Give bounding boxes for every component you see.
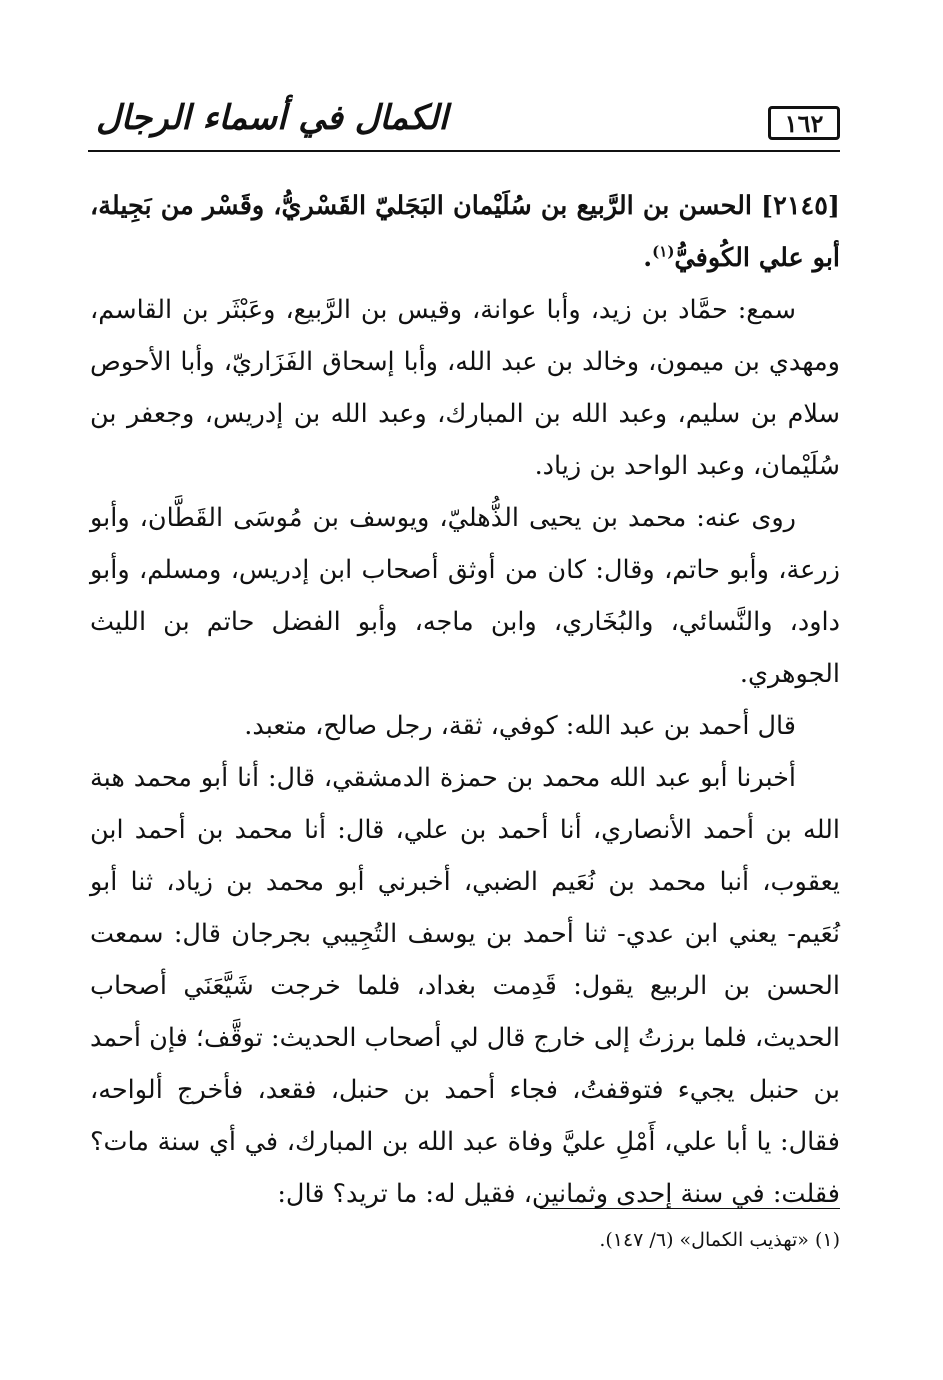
header-rule	[88, 150, 840, 152]
paragraph-ahmad-statement: قال أحمد بن عبد الله: كوفي، ثقة، رجل صالح، متعبد.	[244, 711, 796, 741]
main-text	[90, 180, 840, 1220]
entry-heading-text: [٢١٤٥] الحسن بن الرَّبيع بن سُلَيْمان البَجَليّ القَسْريُّ، وقَسْر من بَجِيلة، أبو علي الكُوفيُّ	[90, 191, 840, 273]
entry-heading	[90, 180, 840, 284]
paragraph-narrated-from-him: روى عنه: محمد بن يحيى الذُّهليّ، ويوسف بن مُوسَى القَطَّان، وأبو زرعة، وأبو حاتم، وقال: كان من أوثق أصحاب ابن إدريس، ومسلم، وأبو داود، والنَّسائي، والبُخَاري، وابن ماجه، وأبو الفضل حاتم بن الليث الجوهري.	[90, 503, 840, 689]
paragraph-heard-from: سمع: حمَّاد بن زيد، وأبا عوانة، وقيس بن الرَّبيع، وعَبْثَر بن القاسم، ومهدي بن ميمون، وخالد بن عبد الله، وأبا إسحاق الفَزَاريّ، وأبا الأحوص سلام بن سليم، وعبد الله بن المبارك، وعبد الله بن إدريس، وجعفر بن سُلَيْمان، وعبد الواحد بن زياد.	[90, 295, 840, 481]
footnote-ref: (١)	[652, 242, 675, 261]
paragraph-isnad-narration: أخبرنا أبو عبد الله محمد بن حمزة الدمشقي، قال: أنا أبو محمد هبة الله بن أحمد الأنصاري، أنا أحمد بن علي، قال: أنا محمد بن أحمد ابن يعقوب، أنبا محمد بن نُعَيم الضبي، أخبرني أبو محمد بن زياد، ثنا أبو نُعَيم- يعني ابن عدي- ثنا أحمد بن يوسف التُجِيبي بجرجان قال: سمعت الحسن بن الربيع يقول: قَدِمت بغداد، فلما خرجت شَيَّعَنَي أصحاب الحديث، فلما برزتُ إلى خارج قال لي أصحاب الحديث: توقَّف؛ فإن أحمد بن حنبل يجيء فتوقفتُ، فجاء أحمد بن حنبل، فقعد، فأخرج ألواحه، فقال: يا أبا علي، أَمْلِ عليَّ وفاة عبد الله بن المبارك، في أي سنة مات؟ فقلت: في سنة إحدى وثمانين، فقيل له: ما تريد؟ قال:	[90, 763, 840, 1209]
footnote: (١) «تهذيب الكمال» (٦/ ١٤٧).	[599, 1229, 840, 1251]
footnote-rule	[540, 1208, 840, 1209]
entry-heading-end: .	[643, 243, 653, 273]
page-number: ١٦٢	[768, 106, 840, 140]
running-title: الكمال في أسماء الرجال	[96, 98, 448, 138]
page-header	[88, 92, 840, 152]
